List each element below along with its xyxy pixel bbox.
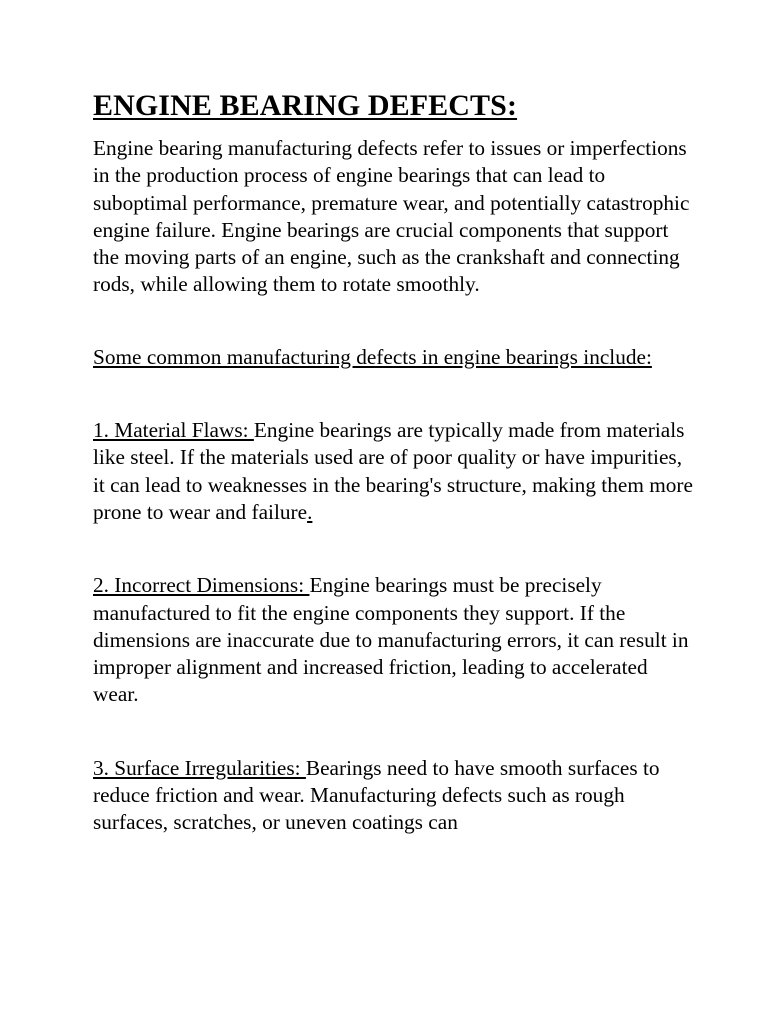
- defect-item-surface-irregularities: [93, 755, 693, 837]
- document-title: ENGINE BEARING DEFECTS:: [93, 89, 518, 122]
- defect-text: Engine bearings are typically made from materials like steel. If the materials used are of poor quality or have impurities, it can lead to weaknesses in the bearing's structure, making them more prone to wear and failure: [93, 418, 693, 524]
- defect-text: Engine bearings must be precisely manufactured to fit the engine components they support. If the dimensions are inaccurate due to manufacturing errors, it can result in improper alignment and increased friction, leading to accelerated wear.: [93, 573, 689, 707]
- defect-item-material-flaws: [93, 417, 693, 526]
- defect-text-end: .: [307, 499, 313, 524]
- section-subheading: Some common manufacturing defects in engine bearings include:: [93, 344, 652, 369]
- document-page: [93, 86, 693, 837]
- intro-paragraph: Engine bearing manufacturing defects refer to issues or imperfections in the production process of engine bearings that can lead to suboptimal performance, premature wear, and potentially catastrophic engine failure. Engine bearings are crucial components that support the moving parts of an engine, such as the crankshaft and connecting rods, while allowing them to rotate smoothly.: [93, 136, 690, 297]
- defect-label: 1. Material Flaws:: [93, 418, 254, 443]
- defect-label: 3. Surface Irregularities:: [93, 755, 306, 780]
- defect-item-incorrect-dimensions: [93, 572, 693, 708]
- defect-label: 2. Incorrect Dimensions:: [93, 573, 310, 598]
- defect-text: Bearings need to have smooth surfaces to reduce friction and wear. Manufacturing defects such as rough surfaces, scratches, or uneven coatings can: [93, 755, 660, 835]
